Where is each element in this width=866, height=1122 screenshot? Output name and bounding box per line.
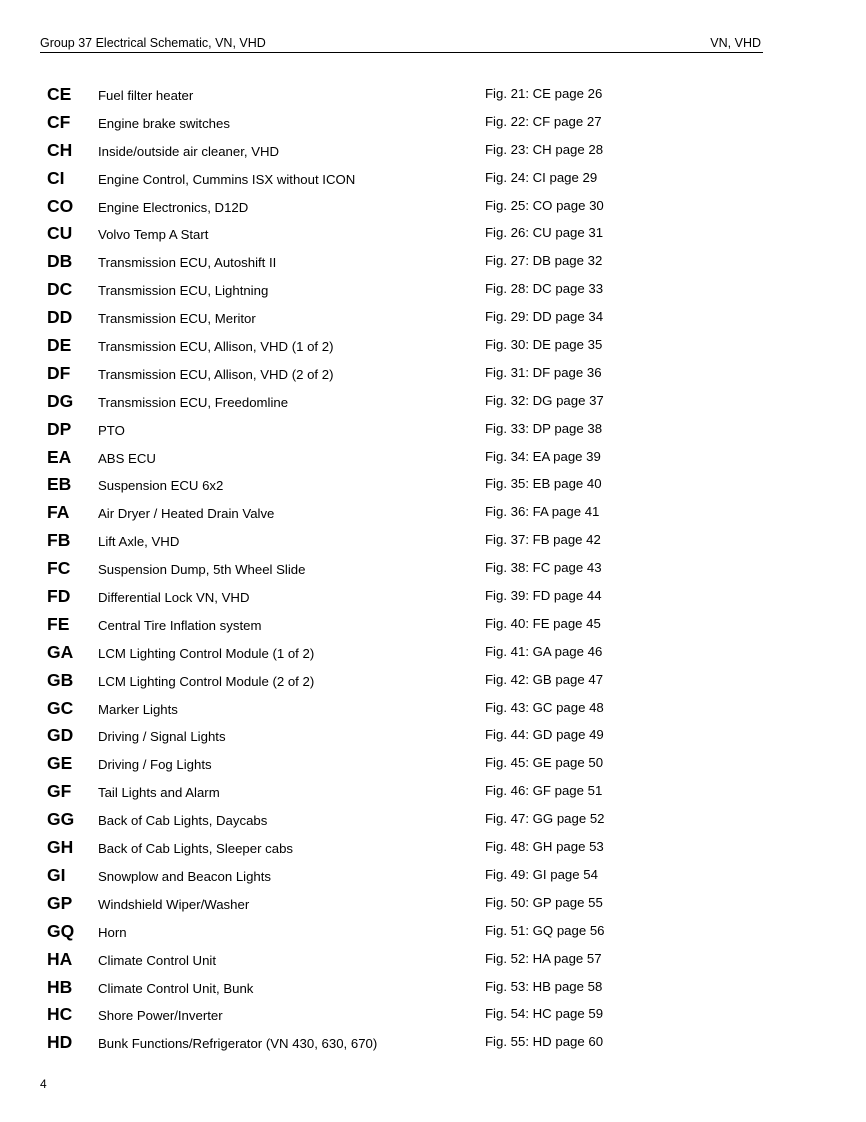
index-row [0, 526, 866, 554]
row-description: Engine brake switches [98, 115, 230, 131]
row-code: CO [47, 195, 74, 216]
index-row [0, 275, 866, 303]
row-description: Transmission ECU, Autoshift II [98, 255, 277, 271]
row-figure-reference: Fig. 32: DG page 37 [485, 392, 604, 408]
index-row [0, 833, 866, 861]
row-description: Snowplow and Beacon Lights [98, 868, 272, 884]
row-code: GB [47, 669, 74, 690]
index-row [0, 108, 866, 136]
row-figure-reference: Fig. 28: DC page 33 [485, 281, 604, 297]
row-figure-reference: Fig. 53: HB page 58 [485, 978, 603, 994]
index-row [0, 247, 866, 275]
row-description: ABS ECU [98, 450, 156, 466]
row-description: Engine Electronics, D12D [98, 199, 249, 215]
row-code: CU [47, 223, 73, 244]
row-description: Lift Axle, VHD [98, 534, 180, 550]
row-code: FD [47, 586, 71, 607]
row-figure-reference: Fig. 31: DF page 36 [485, 364, 602, 380]
row-description: Transmission ECU, Meritor [98, 311, 256, 327]
index-row [0, 387, 866, 415]
row-description: Transmission ECU, Freedomline [98, 394, 289, 410]
row-figure-reference: Fig. 48: GH page 53 [485, 839, 604, 855]
row-figure-reference: Fig. 47: GG page 52 [485, 811, 605, 827]
row-description: Transmission ECU, Lightning [98, 283, 269, 299]
row-description: Climate Control Unit, Bunk [98, 980, 254, 996]
index-row [0, 80, 866, 108]
page-header [40, 36, 763, 53]
row-code: EB [47, 474, 72, 495]
row-code: GG [47, 809, 75, 830]
row-figure-reference: Fig. 22: CF page 27 [485, 113, 602, 129]
row-figure-reference: Fig. 45: GE page 50 [485, 755, 604, 771]
row-code: DC [47, 279, 73, 300]
index-row [0, 164, 866, 192]
row-figure-reference: Fig. 43: GC page 48 [485, 699, 604, 715]
row-code: GQ [47, 920, 75, 941]
row-figure-reference: Fig. 23: CH page 28 [485, 141, 604, 157]
row-figure-reference: Fig. 39: FD page 44 [485, 588, 602, 604]
row-code: FA [47, 502, 70, 523]
row-figure-reference: Fig. 33: DP page 38 [485, 420, 603, 436]
row-code: GC [47, 697, 74, 718]
row-code: GA [47, 641, 74, 662]
row-code: GP [47, 892, 73, 913]
header-title: Group 37 Electrical Schematic, VN, VHD [40, 36, 266, 50]
row-description: Shore Power/Inverter [98, 1008, 223, 1024]
index-row [0, 721, 866, 749]
row-figure-reference: Fig. 36: FA page 41 [485, 504, 600, 520]
row-code: EA [47, 446, 72, 467]
row-code: HD [47, 1032, 73, 1053]
index-row [0, 917, 866, 945]
row-code: CF [47, 111, 71, 132]
row-figure-reference: Fig. 27: DB page 32 [485, 253, 603, 269]
row-figure-reference: Fig. 21: CE page 26 [485, 86, 603, 101]
header-models: VN, VHD [710, 36, 761, 50]
row-description: Central Tire Inflation system [98, 617, 262, 633]
index-row [0, 638, 866, 666]
row-description: Back of Cab Lights, Sleeper cabs [98, 841, 293, 857]
row-figure-reference: Fig. 37: FB page 42 [485, 532, 601, 548]
row-description: Tail Lights and Alarm [98, 785, 220, 801]
row-description: Windshield Wiper/Washer [98, 896, 250, 912]
row-description: Driving / Signal Lights [98, 729, 226, 745]
row-description: Inside/outside air cleaner, VHD [98, 143, 280, 159]
index-row [0, 443, 866, 471]
row-figure-reference: Fig. 40: FE page 45 [485, 615, 601, 631]
row-description: Climate Control Unit [98, 952, 216, 968]
row-description: Suspension Dump, 5th Wheel Slide [98, 562, 306, 578]
row-figure-reference: Fig. 46: GF page 51 [485, 783, 603, 799]
index-row [0, 749, 866, 777]
index-row [0, 359, 866, 387]
row-description: Transmission ECU, Allison, VHD (2 of 2) [98, 366, 334, 382]
index-row [0, 973, 866, 1001]
row-description: LCM Lighting Control Module (1 of 2) [98, 645, 315, 661]
row-figure-reference: Fig. 35: EB page 40 [485, 476, 602, 492]
index-row [0, 666, 866, 694]
index-row [0, 777, 866, 805]
row-figure-reference: Fig. 26: CU page 31 [485, 225, 604, 241]
index-row [0, 470, 866, 498]
index-row [0, 554, 866, 582]
index-row [0, 861, 866, 889]
row-code: FE [47, 613, 70, 634]
row-code: DG [47, 390, 74, 411]
row-figure-reference: Fig. 44: GD page 49 [485, 727, 604, 743]
index-row [0, 219, 866, 247]
row-description: Driving / Fog Lights [98, 757, 212, 773]
row-code: GE [47, 753, 73, 774]
row-figure-reference: Fig. 51: GQ page 56 [485, 922, 605, 938]
row-code: DE [47, 335, 72, 356]
row-figure-reference: Fig. 34: EA page 39 [485, 448, 601, 464]
row-figure-reference: Fig. 25: CO page 30 [485, 197, 604, 213]
row-code: HB [47, 976, 73, 997]
index-row [0, 945, 866, 973]
row-code: GD [47, 725, 74, 746]
row-description: Suspension ECU 6x2 [98, 478, 224, 494]
page-number: 4 [40, 1077, 47, 1091]
row-description: Marker Lights [98, 701, 178, 717]
index-row [0, 136, 866, 164]
row-code: DB [47, 251, 73, 272]
row-code: HA [47, 948, 73, 969]
row-code: CI [47, 167, 65, 188]
row-figure-reference: Fig. 38: FC page 43 [485, 560, 602, 576]
index-row [0, 192, 866, 220]
row-code: DD [47, 307, 73, 328]
row-code: CH [47, 139, 73, 160]
index-row [0, 303, 866, 331]
row-description: Transmission ECU, Allison, VHD (1 of 2) [98, 339, 334, 355]
index-row [0, 331, 866, 359]
row-code: DF [47, 362, 71, 383]
row-figure-reference: Fig. 29: DD page 34 [485, 309, 604, 325]
row-figure-reference: Fig. 24: CI page 29 [485, 169, 598, 185]
index-row [0, 805, 866, 833]
row-description: Fuel filter heater [98, 88, 194, 103]
index-row [0, 415, 866, 443]
schematic-index-list [0, 80, 866, 1056]
row-code: GH [47, 837, 74, 858]
row-figure-reference: Fig. 30: DE page 35 [485, 337, 603, 353]
row-description: Bunk Functions/Refrigerator (VN 430, 630, 670) [98, 1036, 378, 1052]
row-description: Engine Control, Cummins ISX without ICON [98, 171, 356, 187]
index-row [0, 1000, 866, 1028]
row-description: Differential Lock VN, VHD [98, 590, 250, 606]
row-code: CE [47, 84, 72, 104]
index-row [0, 694, 866, 722]
index-row [0, 498, 866, 526]
row-figure-reference: Fig. 55: HD page 60 [485, 1034, 604, 1050]
row-description: LCM Lighting Control Module (2 of 2) [98, 673, 315, 689]
row-description: Back of Cab Lights, Daycabs [98, 813, 268, 829]
row-figure-reference: Fig. 41: GA page 46 [485, 643, 603, 659]
row-description: PTO [98, 422, 125, 438]
index-row [0, 1028, 866, 1056]
row-code: FC [47, 558, 71, 579]
row-code: GI [47, 864, 66, 885]
row-figure-reference: Fig. 50: GP page 55 [485, 894, 603, 910]
index-row [0, 889, 866, 917]
row-code: GF [47, 781, 72, 802]
row-figure-reference: Fig. 42: GB page 47 [485, 671, 604, 687]
row-figure-reference: Fig. 49: GI page 54 [485, 866, 598, 882]
row-description: Horn [98, 924, 127, 940]
row-code: DP [47, 418, 72, 439]
row-figure-reference: Fig. 54: HC page 59 [485, 1006, 604, 1022]
index-row [0, 610, 866, 638]
row-code: HC [47, 1004, 73, 1025]
row-description: Air Dryer / Heated Drain Valve [98, 506, 275, 522]
row-code: FB [47, 530, 71, 551]
row-figure-reference: Fig. 52: HA page 57 [485, 950, 602, 966]
index-row [0, 582, 866, 610]
row-description: Volvo Temp A Start [98, 227, 209, 243]
